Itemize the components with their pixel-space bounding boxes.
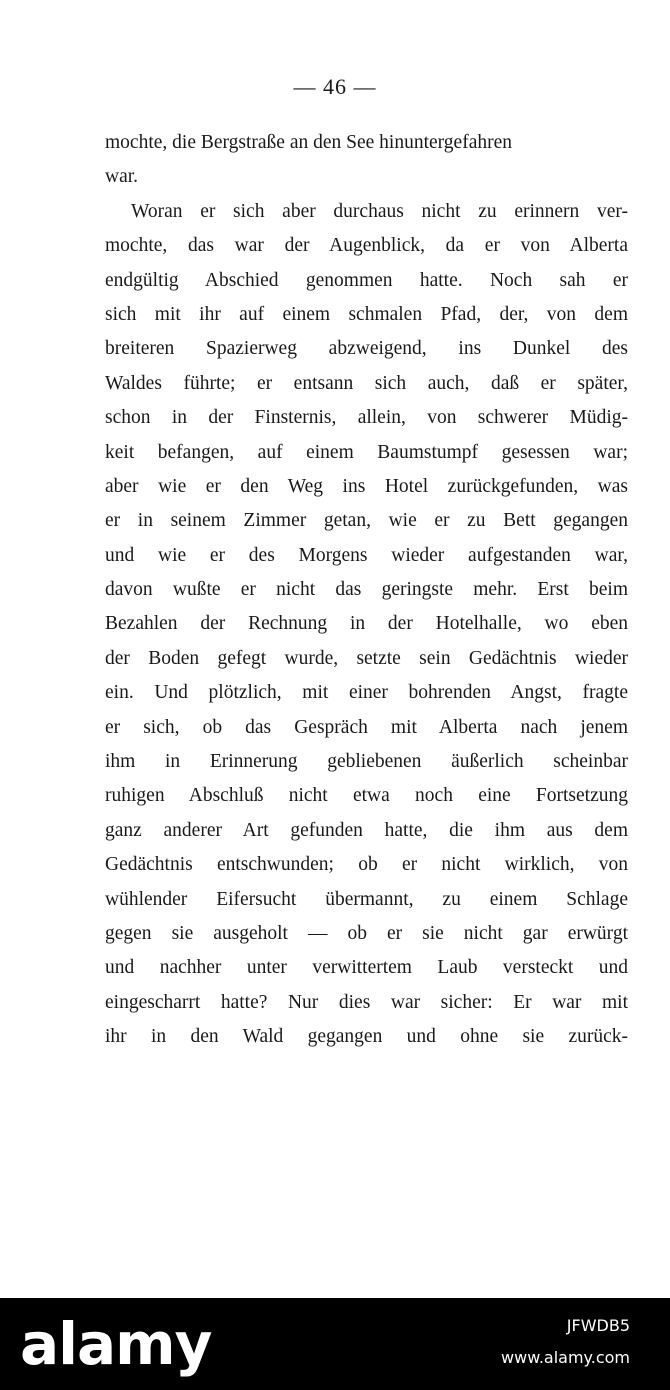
text-line: er sich, ob das Gespräch mit Alberta nach jenem (105, 716, 628, 738)
text-line: ruhigen Abschluß nicht etwa noch eine Fortsetzung (105, 785, 628, 807)
text-line: endgültig Abschied genommen hatte. Noch sah er (105, 269, 628, 291)
text-line: der Boden gefegt wurde, setzte sein Gedächtnis wieder (105, 647, 628, 669)
text-line: schon in der Finsternis, allein, von schwerer Müdig- (105, 407, 628, 429)
text-line: davon wußte er nicht das geringste mehr. Erst beim (105, 579, 628, 601)
text-line: sich mit ihr auf einem schmalen Pfad, der, von dem (105, 303, 628, 325)
text-line: breiteren Spazierweg abzweigend, ins Dunkel des (105, 338, 628, 360)
text-line: und nachher unter verwittertem Laub versteckt und (105, 957, 628, 979)
text-line: Waldes führte; er entsann sich auch, daß er später, (105, 372, 628, 394)
text-line: gegen sie ausgeholt — ob er sie nicht gar erwürgt (105, 922, 628, 944)
text-line: und wie er des Morgens wieder aufgestanden war, (105, 544, 628, 566)
page-number: — 46 — (293, 74, 377, 99)
watermark-bar (0, 1298, 670, 1390)
text-line: ganz anderer Art gefunden hatte, die ihm aus dem (105, 819, 628, 841)
text-line: mochte, die Bergstraße an den See hinuntergefahren (105, 132, 513, 153)
text-line: Bezahlen der Rechnung in der Hotelhalle, wo eben (105, 613, 628, 635)
text-line: Woran er sich aber durchaus nicht zu erinnern ver- (131, 200, 628, 222)
body-text (105, 126, 628, 1055)
text-line: war. (105, 166, 139, 188)
text-line: mochte, das war der Augenblick, da er von Alberta (105, 235, 628, 257)
text-line: ihm in Erinnerung gebliebenen äußerlich scheinbar (105, 751, 628, 773)
text-line: Gedächtnis entschwunden; ob er nicht wirklich, von (105, 854, 628, 876)
text-line: wühlender Eifersucht übermannt, zu einem Schlage (105, 888, 628, 910)
alamy-logo: alamy (20, 1310, 212, 1378)
watermark-url: www.alamy.com (501, 1348, 630, 1367)
text-line: aber wie er den Weg ins Hotel zurückgefunden, was (105, 475, 628, 497)
image-id: JFWDB5 (566, 1316, 630, 1335)
text-line: ihr in den Wald gegangen und ohne sie zurück- (105, 1026, 628, 1048)
text-line: er in seinem Zimmer getan, wie er zu Bett gegangen (105, 510, 628, 532)
text-line: ein. Und plötzlich, mit einer bohrenden Angst, fragte (105, 682, 628, 704)
text-line: keit befangen, auf einem Baumstumpf gesessen war; (105, 441, 628, 463)
text-line: eingescharrt hatte? Nur dies war sicher: Er war mit (105, 991, 628, 1013)
